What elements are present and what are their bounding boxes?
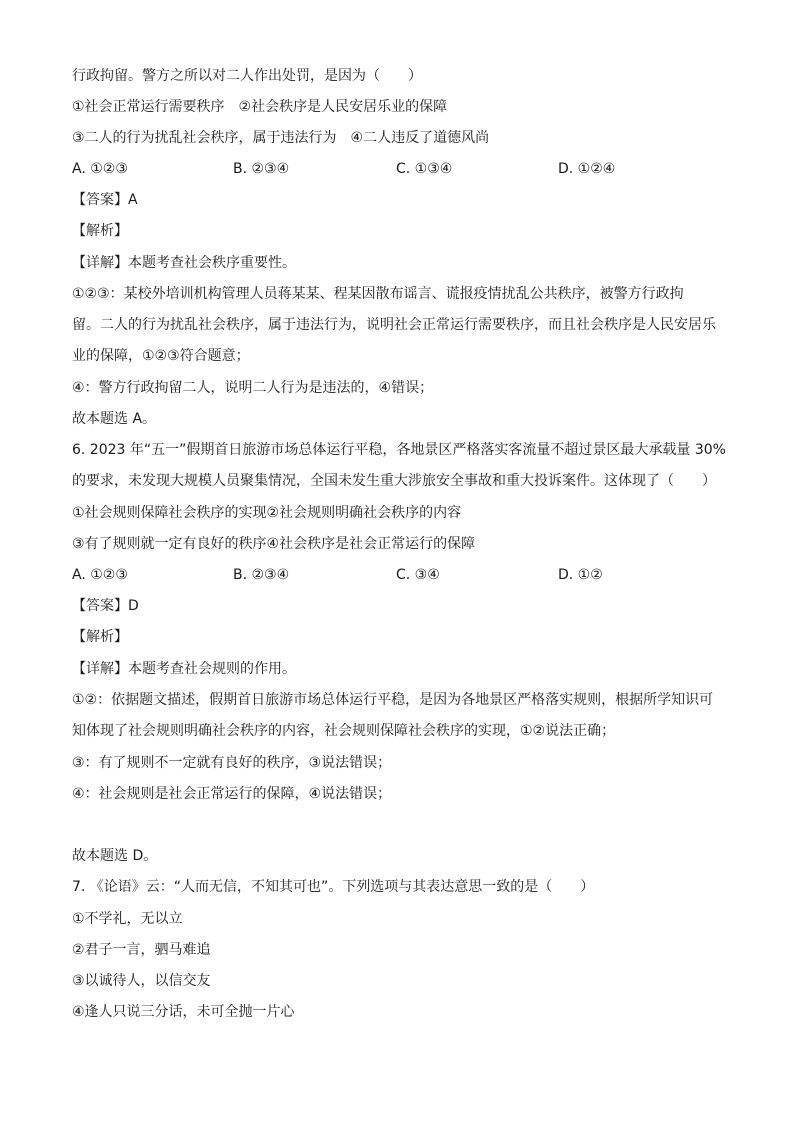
q5-stem-line: 行政拘留。警方之所以对二人作出处罚，是因为（ ） [72,68,422,84]
q5-explanation-line-3: 业的保障，①②③符合题意； [72,348,250,364]
q5-explanation-line-2: 留。二人的行为扰乱社会秩序，属于违法行为，说明社会正常运行需要秩序，而且社会秩序是人民安居乐 [72,317,716,333]
q6-conclusion: 故本题选 D。 [72,848,158,864]
q6-explanation-line-2: 知体现了社会规则明确社会秩序的内容，社会规则保障社会秩序的实现，①②说法正确； [72,723,616,739]
q6-stem-line-1: 6. 2023 年“五一”假期首日旅游市场总体运行平稳，各地景区严格落实客流量不超过景区最大承载量 30% [72,442,726,458]
q6-answer: 【答案】D [72,598,139,614]
q6-option-b: B. ②③④ [233,567,290,583]
q5-option-d: D. ①②④ [558,161,616,177]
q7-option-3: ③以诚待人，以信交友 [72,973,211,989]
q5-option-a: A. ①②③ [72,161,128,177]
q5-statement-line-2: ③二人的行为扰乱社会秩序，属于违法行为 ④二人违反了道德风尚 [72,130,490,146]
q5-option-b: B. ②③④ [233,161,290,177]
q5-detail: 【详解】本题考查社会秩序重要性。 [72,255,296,271]
q5-answer: 【答案】A [72,192,138,208]
q6-option-d: D. ①② [558,567,603,583]
q5-conclusion: 故本题选 A。 [72,411,157,427]
q6-statement-line-1: ①社会规则保障社会秩序的实现②社会规则明确社会秩序的内容 [72,505,462,521]
q6-analysis-heading: 【解析】 [72,629,128,645]
q5-analysis-heading: 【解析】 [72,223,128,239]
q6-explanation-line-3: ③：有了规则不一定就有良好的秩序，③说法错误； [72,755,392,771]
q7-option-4: ④逢人只说三分话，未可全抛一片心 [72,1004,295,1020]
q6-detail: 【详解】本题考查社会规则的作用。 [72,661,296,677]
q6-explanation-line-1: ①②：依据题文描述，假期首日旅游市场总体运行平稳，是因为各地景区严格落实规则，根据所学知识可 [72,692,714,708]
q7-stem: 7. 《论语》云：“人而无信，不知其可也”。下列选项与其表达意思一致的是（ ） [72,879,595,895]
q6-option-c: C. ③④ [396,567,440,583]
q5-explanation-line-4: ④：警方行政拘留二人，说明二人行为是违法的，④错误； [72,380,434,396]
q5-statement-line-1: ①社会正常运行需要秩序 ②社会秩序是人民安居乐业的保障 [72,99,448,115]
q5-option-c: C. ①③④ [396,161,453,177]
q7-option-2: ②君子一言，驷马难追 [72,942,211,958]
q6-stem-line-2: 的要求，未发现大规模人员聚集情况，全国未发生重大涉旅安全事故和重大投诉案件。这体现了（ ） [72,473,716,489]
q6-statement-line-2: ③有了规则就一定有良好的秩序④社会秩序是社会正常运行的保障 [72,536,476,552]
q7-option-1: ①不学礼，无以立 [72,911,183,927]
q6-option-a: A. ①②③ [72,567,128,583]
q6-explanation-line-4: ④：社会规则是社会正常运行的保障，④说法错误； [72,786,392,802]
q5-explanation-line-1: ①②③：某校外培训机构管理人员蒋某某、程某因散布谣言、谎报疫情扰乱公共秩序，被警方行政拘 [72,286,684,302]
